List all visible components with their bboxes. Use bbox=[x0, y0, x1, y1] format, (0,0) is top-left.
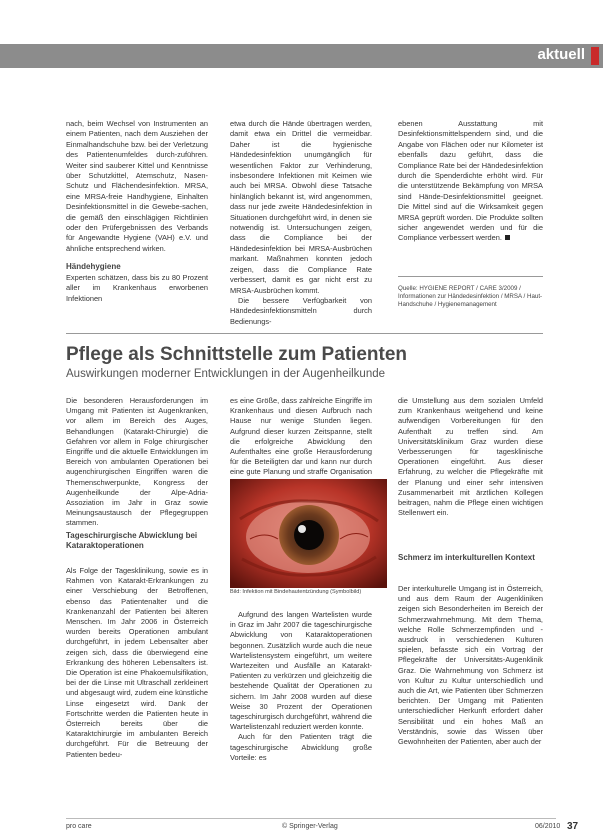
lead-column-2: es eine Größe, dass zahlreiche Eingriffe im Krankenhaus und diesen Aufbruch nach Hause nur wenige Stunden liegen. Aufgrund dieser kurzen Zeitspanne, stellt die erfolgreiche Abwicklung den Aufenthaltes eine große Herausforderung für die Beteiligten dar und kann nur durch eine gute Planung und straffe Organisation bbox=[230, 396, 372, 477]
section-heading-schmerz: Schmerz im interkulturellen Kontext bbox=[398, 553, 535, 562]
divider bbox=[66, 333, 543, 334]
section-band bbox=[0, 44, 603, 68]
footer-divider bbox=[66, 818, 556, 819]
section-heading-katarakt: Tageschirurgische Abwicklung bei Kataraktoperationen bbox=[66, 531, 198, 550]
subheading-haendehygiene: Händehygiene bbox=[66, 262, 121, 272]
body-column-2 bbox=[230, 610, 372, 763]
paragraph: Experten schätzen, dass bis zu 80 Prozent aller im Krankenhaus erworbenen Infektionen bbox=[66, 272, 208, 303]
eye-photo bbox=[230, 479, 387, 588]
article-title: Pflege als Schnittstelle zum Patienten bbox=[66, 344, 408, 365]
paragraph: Aufgrund des langen Wartelisten wurde in Graz im Jahr 2007 die tageschirurgische Abwicklung von Kataraktoperationen begonnen. Zusätzlich wurde auch die neue Wartelistensystem eingeführt, um weitere Wartezeiten und Ausfälle an Katarakt-Patienten zu verkürzen und gleichzeitig die bestehende Qualität der Operationen zu sichern. Im Jahr 2008 wurden auf diese Weise 30 Prozent der Operationen tageschirurgisch durchgeführt, während die Wartelistenzahl reduziert werden konnte. bbox=[230, 610, 372, 732]
footer-issue: 06/2010 bbox=[535, 823, 561, 830]
paragraph: nach, beim Wechsel von Instrumenten an einem Patienten, nach dem Ausziehen der Einmalhandschuhe bzw. bei der Verletzung des Patientenumfeldes durch-zuführen. Weiter sind sauberer Kittel und Kenntnisse über Schutzkittel, Atemschutz, Nasen-Schutz und Flächendesinfektion. MRSA, eine MRSA-freie Handhygiene, Einhalten Desinfektionsmittel in die Gewebe-sachen, die gemäß den einschlägigen Richtlinien oder den Prüfergebnissen des Verbands für Angewandte Hygiene (VAH) e.V. und ähnliche entsprechend wirken. bbox=[66, 119, 208, 253]
footer-publisher: © Springer-Verlag bbox=[282, 823, 338, 830]
article-subtitle: Auswirkungen moderner Entwicklungen in der Augenheilkunde bbox=[66, 368, 386, 380]
body-column-3: Der interkulturelle Umgang ist in Österreich, und aus dem Raum der Augenkliniken zeigen sich Besonderheiten im Bereich der Schmerzwahrnehmung. Mit dem Thema, welche Rolle Schmerzempfinden und -ausdruck in verschiedenen Kulturen spielen, befasste sich ein Vortrag der Pflegekräfte der Universitäts-Augenklinik Graz. Die Wahrnehmung von Schmerz ist von Kultur zu Kultur unterschiedlich und auch die Art, wie Patienten über Schmerzen berichten. Der Umgang mit Patienten unterschiedlicher Herkunft erfordert daher Sensibilität und ein hohes Maß an Verständnis, sowie das Wissen über Gewohnheiten der Patienten, aber auch der bbox=[398, 584, 543, 747]
paragraph: Auch für den Patienten trägt die tageschirurgische Abwicklung große Vorteile: es bbox=[230, 732, 372, 762]
page-number: 37 bbox=[567, 821, 579, 832]
divider bbox=[398, 276, 543, 277]
section-mark bbox=[591, 47, 599, 65]
end-mark-icon bbox=[505, 235, 510, 240]
source-note: Quelle: HYGIENE REPORT / CARE 3/2009 / Informationen zur Händedesinfektion / MRSA / Haut-Handschuhe / Hygienemanagement bbox=[398, 285, 543, 308]
top-column-2 bbox=[230, 119, 372, 327]
figure-caption: Bild: Infektion mit Bindehautentzündung (Symbolbild) bbox=[230, 589, 362, 595]
section-label: aktuell bbox=[537, 46, 585, 63]
paragraph: Die bessere Verfügbarkeit von Händedesinfektionsmitteln durch Bedienungs- bbox=[230, 295, 372, 326]
paragraph: etwa durch die Hände übertragen werden, damit etwa ein Drittel die vermeidbar. Daher ist die hygienische Händedesinfektion unumgänglich für wesentlichen Faktor zur Verhinderung, insbesondere Infektionen mit Keimen wie auch bei MRSA. Obwohl diese Tatsache hinlänglich bekannt ist, wird angenommen, dass nur jede zweite Händedesinfektion in Situationen durchgeführt wird, in denen sie notwendig ist. Untersuchungen zeigen, dass die Compliance bei der Händedesinfektion bei MRSA-Ausbrüchen markant. Maßnahmen konnten jedoch zeigen, dass die Compliance Rate verbessert, damit es gar nicht erst zu MRSA-Ausbrüchen kommt. bbox=[230, 119, 372, 295]
body-column-1: Als Folge der Tagesklinikung, sowie es in Rahmen von Katarakt-Erkrankungen zu einer Verschiebung der Betroffenen, ebenso das Patientenalter und die Krankenanzahl der Patienten bei älteren Menschen. Im Jahr 2006 in Österreich wurden bereits Operationen ambulant durchgeführt, in jedem Lebensalter aber zeigen sich, dass die überwiegend eine Erkrankung des höheren Lebensalters ist. Die Operation ist eine Phakoemulsifikation, bei der die Linse mit Ultraschall zerkleinert und abgesaugt wird, zudem eine künstliche Linse eingesetzt wird. Dank der Fortschritte werden die Patienten heute in Österreich bereits über die Kataraktchirurgie im ambulanten Bereich durchgeführt. Für die Betreuung der Patienten bedeu- bbox=[66, 566, 208, 759]
footer-journal: pro care bbox=[66, 823, 92, 830]
paragraph: ebenen Ausstattung mit Desinfektionsmittelspendern sind, und die Angabe von Flächen oder nur Kilometer ist ebenfalls dazu geführt, dass die Compliance Rate bei der Händedesinfektion durch die Spenderdichte erhöht wird. Für die unterstützende Bekämpfung von MRSA sind Hände-Desinfektionsmittel geeignet. Die Mittel sind auf die Wirksamkeit gegen MRSA geprüft worden. Die Produkte sollten sicher angewendet werden und für die Compliance verbessert werden. bbox=[398, 119, 543, 243]
top-column-3 bbox=[398, 119, 543, 244]
top-column-1 bbox=[66, 119, 208, 304]
lead-column-3: die Umstellung aus dem sozialen Umfeld zum Krankenhaus weitgehend und keine aufwendigen Vorbereitungen für den Aufenthalt zu treffen sind. Am Universitätsklinikum Graz wurden diese Verbesserungen für tagesklinische Operationen eingeführt. Aus dieser Erfahrung, zu welcher die Pflegekräfte mit der Planung und einer sehr intensiven Zusammenarbeit mit ärztlichen Kollegen beitragen, nahm die Pflege einen wichtigen Stellenwert ein. bbox=[398, 396, 543, 518]
lead-column-1: Die besonderen Herausforderungen im Umgang mit Patienten ist Augenkranken, vor allem im Bereich des Auges, Behandlungen (Katarakt-Chirurgie) die Gefahren vor allem in Folge chirurgischer Eingriffe und die aktuelle Entwicklungen im Bereich von ambulanten Operationen bei augenchirurgischen Eingriffen waren die Themenschwerpunkte, Kongress der Augenheilkunde der Alpe-Adria-Assoziation im Jahr in Graz sowie Meinungsaustausch der Pflegegruppen stammen. bbox=[66, 396, 208, 528]
